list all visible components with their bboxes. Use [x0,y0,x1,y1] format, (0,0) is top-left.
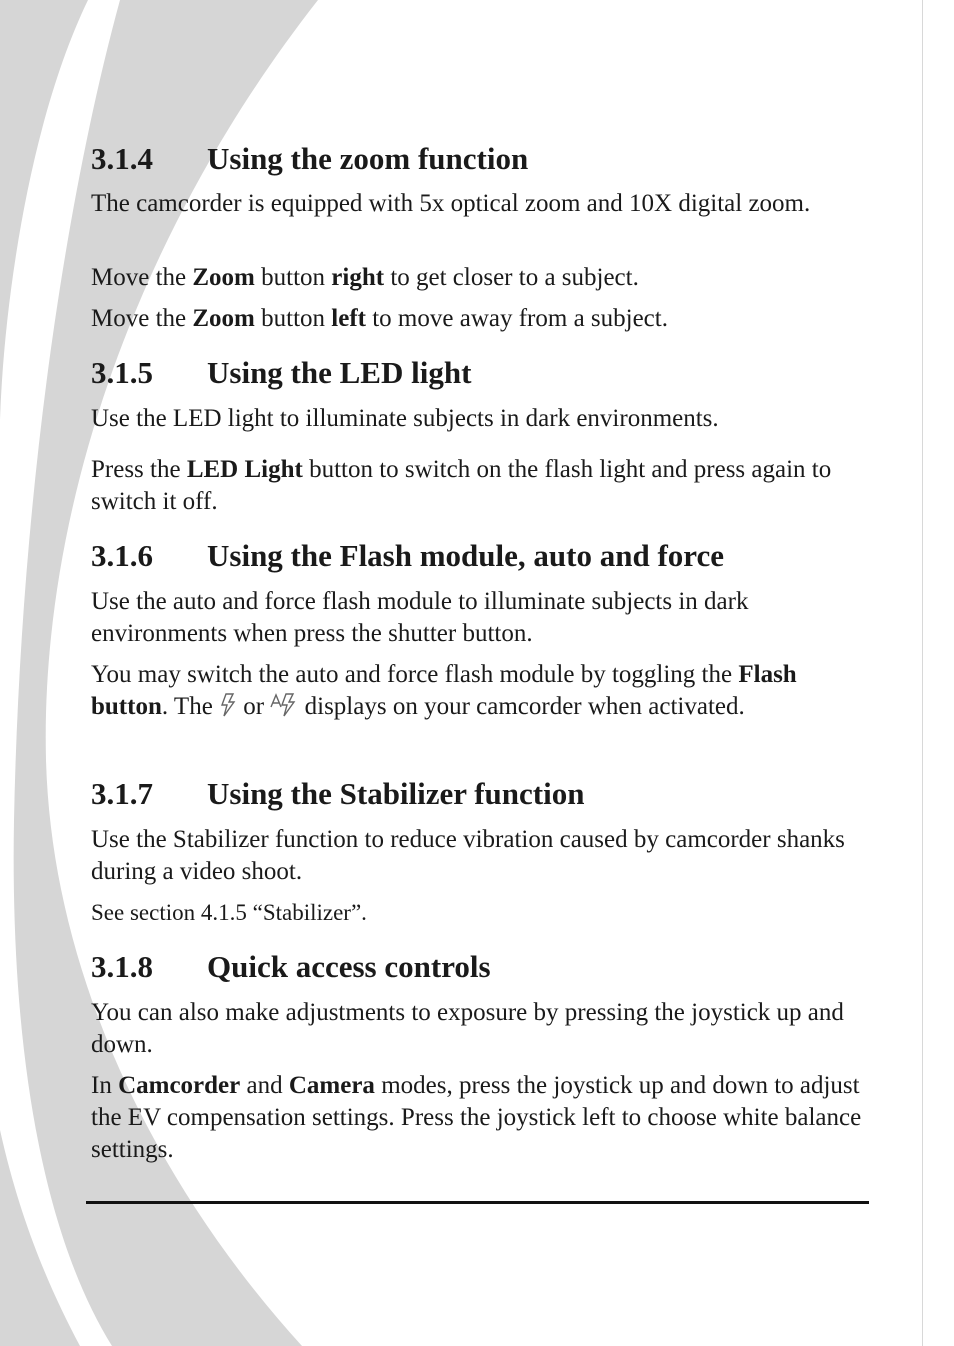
section-heading-3-1-4 [91,142,528,176]
paragraph-led-intro: Use the LED light to illuminate subjects in dark environments. [91,405,719,432]
section-title: Using the Flash module, auto and force [207,538,724,573]
section-number: 3.1.7 [91,776,153,811]
section-title: Using the LED light [207,355,472,390]
paragraph-led-press: Press the LED Light button to switch on the flash light and press again to switch it off. [91,456,832,515]
flash-force-icon [219,693,237,726]
section-title: Using the Stabilizer function [207,776,585,811]
section-number: 3.1.4 [91,141,153,176]
paragraph-quick-modes: In Camcorder and Camera modes, press the joystick up and down to adjust the EV compensation settings. Press the joystick left to choose white balance settings. [91,1072,862,1163]
section-title: Quick access controls [207,949,491,984]
section-heading-3-1-8 [91,950,491,984]
section-number: 3.1.5 [91,355,153,390]
section-heading-3-1-5 [91,356,471,390]
paragraph-stabilizer-intro: Use the Stabilizer function to reduce vibration caused by camcorder shanks during a video shoot. [91,826,845,885]
paragraph-zoom-intro: The camcorder is equipped with 5x optical zoom and 10X digital zoom. [91,190,811,217]
paragraph-flash-intro: Use the auto and force flash module to illuminate subjects in dark environments when press the shutter button. [91,588,749,647]
section-title: Using the zoom function [207,141,529,176]
paragraph-stabilizer-see: See section 4.1.5 “Stabilizer”. [91,900,367,925]
flash-auto-icon [270,693,298,726]
paragraph-zoom-left: Move the Zoom button left to move away from a subject. [91,305,668,332]
section-heading-3-1-7 [91,777,584,811]
paragraph-zoom-right: Move the Zoom button right to get closer to a subject. [91,264,639,291]
footer-rule [86,1201,869,1204]
section-number: 3.1.6 [91,538,153,573]
paragraph-quick-intro: You can also make adjustments to exposure by pressing the joystick up and down. [91,999,844,1058]
page-edge-line [922,0,923,1346]
section-number: 3.1.8 [91,949,153,984]
section-heading-3-1-6 [91,539,724,573]
paragraph-flash-toggle: You may switch the auto and force flash module by toggling the Flash button. The or displays on your camcorder when activated. [91,659,871,726]
